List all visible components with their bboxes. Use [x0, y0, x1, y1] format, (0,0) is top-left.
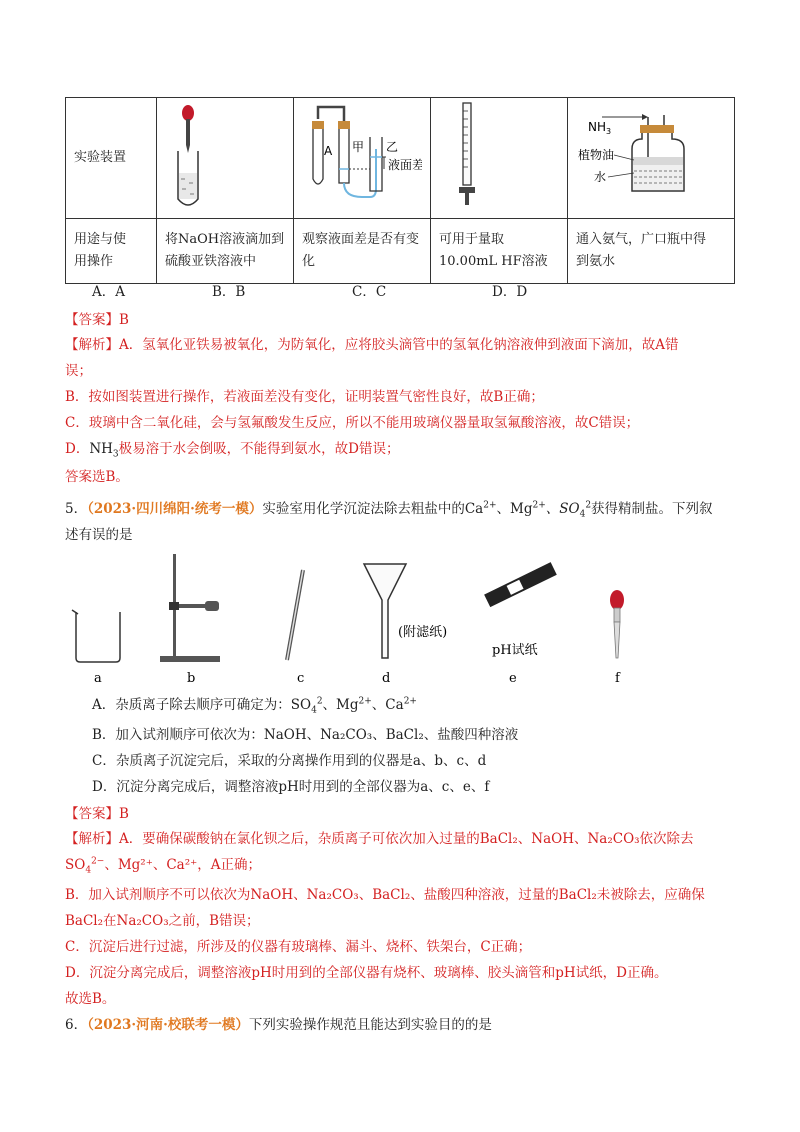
- fig-cell-d: [568, 98, 735, 219]
- q6-source: （2023·河南·校联考一模）: [87, 1017, 249, 1033]
- dropper-f: [610, 590, 624, 658]
- q5-answer: 【答案】B: [65, 806, 129, 822]
- row2-header-line2: 用操作: [74, 254, 114, 269]
- funnel-d: [364, 564, 406, 658]
- q4-option-d[interactable]: D．D: [492, 284, 528, 300]
- q5-exp-a2-post: 、Mg²⁺、Ca²⁺，A正确；: [104, 857, 262, 873]
- use-a-line2: 硫酸亚铁溶液中: [165, 254, 257, 269]
- q5-option-a[interactable]: [92, 696, 417, 714]
- q5-option-c[interactable]: C．杂质离子沉淀完后，采取的分离操作用到的仪器是a、b、c、d: [92, 753, 487, 769]
- use-b-line1: 观察液面差是否有变: [302, 232, 420, 247]
- q5-mg-sup: 2+: [532, 500, 546, 511]
- q5-opt-a-sub: 4: [311, 705, 317, 716]
- air-tightness-figure: [302, 99, 422, 217]
- use-cell-b: [294, 219, 431, 284]
- fig-label-e: e: [509, 671, 517, 686]
- q4-explanation-a: [65, 336, 679, 354]
- apparatus-table: [65, 97, 735, 284]
- fig-cell-b: [294, 98, 431, 219]
- fig-cell-a: [157, 98, 294, 219]
- q5-apparatus-figures: [60, 548, 700, 698]
- q5-exp-tag: 【解析】: [65, 831, 119, 847]
- q5-stem-so: 、SO: [545, 501, 580, 517]
- q5-source: （2023·四川绵阳·统考一模）: [87, 501, 263, 517]
- fig-label-c: c: [297, 671, 305, 686]
- label-yi: 乙: [386, 140, 399, 154]
- q5-stem-line2: 述有误的是: [65, 527, 133, 543]
- beaker-a: [72, 610, 120, 662]
- use-d-line1: 通入氨气，广口瓶中得: [576, 232, 707, 247]
- filter-paper-note: (附滤纸): [398, 625, 448, 640]
- q5-explanation-d: D．沉淀分离完成后，调整溶液pH时用到的全部仪器有烧杯、玻璃棒、胶头滴管和pH试纸，D正确。: [65, 965, 668, 981]
- q4-explanation-d: [65, 440, 399, 458]
- q5-exp-a2-sup: 2−: [91, 856, 105, 867]
- q4-explanation-a2: 误；: [65, 363, 92, 379]
- glass-rod-c: [287, 570, 303, 660]
- ammonia-bottle-figure: [576, 99, 726, 217]
- q6-number: 6．: [65, 1017, 88, 1033]
- use-cell-d: [568, 219, 735, 284]
- q4-answer: 【答案】B: [65, 312, 129, 328]
- q5-exp-a1-text: A．要确保碳酸钠在氯化钡之后，杂质离子可依次加入过量的BaCl₂、NaOH、Na₂CO₃依次除去: [119, 831, 694, 847]
- q5-opt-a-mg: 2+: [358, 696, 372, 707]
- iron-stand-b: [160, 554, 220, 662]
- q5-ca-sup: 2+: [483, 500, 497, 511]
- dropper-test-tube-figure: [165, 99, 285, 217]
- label-water: 水: [594, 170, 607, 184]
- ph-paper-e: [484, 562, 557, 607]
- row2-header: [66, 219, 157, 284]
- row1-header: 实验装置: [66, 98, 157, 219]
- q5-explanation-b1: B．加入试剂顺序不可以依次为NaOH、Na₂CO₃、BaCl₂、盐酸四种溶液，过量的BaCl₂未被除去，应确保: [65, 887, 705, 903]
- q6-stem: [65, 1016, 492, 1034]
- q5-explanation-a2: [65, 856, 261, 874]
- fig-label-b: b: [187, 671, 196, 686]
- q5-opt-a-mid: 、Mg: [322, 697, 359, 713]
- q4-exp-d-post: 极易溶于水会倒吸，不能得到氨水，故D错误；: [118, 441, 400, 457]
- label-jia: 甲: [352, 140, 365, 154]
- use-b-line2: 化: [302, 254, 316, 269]
- fig-label-a: a: [94, 671, 102, 686]
- label-oil: 植物油: [578, 148, 615, 162]
- q4-exp-d-nh: NH: [89, 441, 113, 457]
- q4-explanation-c: C．玻璃中含二氧化硅，会与氢氟酸发生反应，所以不能用玻璃仪器量取氢氟酸溶液，故C错误；: [65, 415, 640, 431]
- q5-so-sub: 4: [579, 509, 586, 520]
- burette-figure: [439, 99, 559, 217]
- fig-label-f: f: [615, 671, 620, 686]
- use-c-line2: 10.00mL HF溶液: [439, 254, 548, 269]
- q5-opt-a-pre: A．杂质离子除去顺序可确定为：SO: [92, 697, 312, 713]
- q4-exp-a-text: A．氢氧化亚铁易被氧化，为防氧化，应将胶头滴管中的氢氧化钠溶液伸到液面下滴加，故A错: [119, 337, 679, 353]
- fig-cell-c: [431, 98, 568, 219]
- q4-exp-d-sub: 3: [112, 449, 119, 460]
- q5-so-sup: 2: [585, 500, 592, 511]
- label-nh3: $NH_3$: [588, 120, 612, 136]
- q4-option-a[interactable]: A．A: [92, 284, 125, 300]
- q5-stem-post: 获得精制盐。下列叙: [591, 501, 713, 517]
- q4-explanation-b: B．按如图装置进行操作，若液面差没有变化，证明装置气密性良好，故B正确；: [65, 389, 544, 405]
- q5-explanation-a1: [65, 830, 694, 848]
- q5-opt-a-sup: 2: [316, 696, 323, 707]
- q4-option-b[interactable]: B．B: [212, 284, 246, 300]
- use-a-line1: 将NaOH溶液滴加到: [165, 232, 285, 247]
- q5-number: 5．: [65, 501, 88, 517]
- fig-label-d: d: [382, 671, 391, 686]
- q4-conclusion: 答案选B。: [65, 469, 129, 485]
- q5-conclusion: 故选B。: [65, 991, 116, 1007]
- q5-opt-a-ca-sup: 2+: [403, 696, 417, 707]
- q5-exp-a2-sub: 4: [85, 865, 92, 876]
- q5-opt-a-ca: 、Ca: [371, 697, 404, 713]
- q4-exp-d-pre: D．: [65, 441, 90, 457]
- q5-explanation-b2: BaCl₂在Na₂CO₃之前，B错误；: [65, 913, 260, 929]
- use-cell-a: [157, 219, 294, 284]
- label-level-diff: 液面差: [388, 158, 422, 172]
- q5-explanation-c: C．沉淀后进行过滤，所涉及的仪器有玻璃棒、漏斗、烧杯、铁架台，C正确；: [65, 939, 532, 955]
- q5-exp-a2-pre: SO: [65, 857, 86, 873]
- q4-exp-tag: 【解析】: [65, 337, 119, 353]
- use-d-line2: 到氨水: [576, 254, 616, 269]
- label-A: A: [324, 144, 333, 158]
- q5-stem-mid: 、Mg: [496, 501, 533, 517]
- q5-option-b[interactable]: B．加入试剂顺序可依次为：NaOH、Na₂CO₃、BaCl₂、盐酸四种溶液: [92, 727, 519, 743]
- q4-exp-d-nh3: [89, 441, 119, 460]
- use-c-line1: 可用于量取: [439, 232, 505, 247]
- q6-stem-text: 下列实验操作规范且能达到实验目的的是: [248, 1017, 492, 1033]
- q5-option-d[interactable]: D．沉淀分离完成后，调整溶液pH时用到的全部仪器为a、c、e、f: [92, 779, 490, 795]
- row2-header-line1: 用途与使: [74, 232, 127, 247]
- q5-stem-line1: [65, 500, 713, 518]
- ph-paper-label: pH试纸: [492, 643, 538, 658]
- use-cell-c: [431, 219, 568, 284]
- q5-stem-pre: 实验室用化学沉淀法除去粗盐中的Ca: [262, 501, 484, 517]
- q4-option-c[interactable]: C．C: [352, 284, 387, 300]
